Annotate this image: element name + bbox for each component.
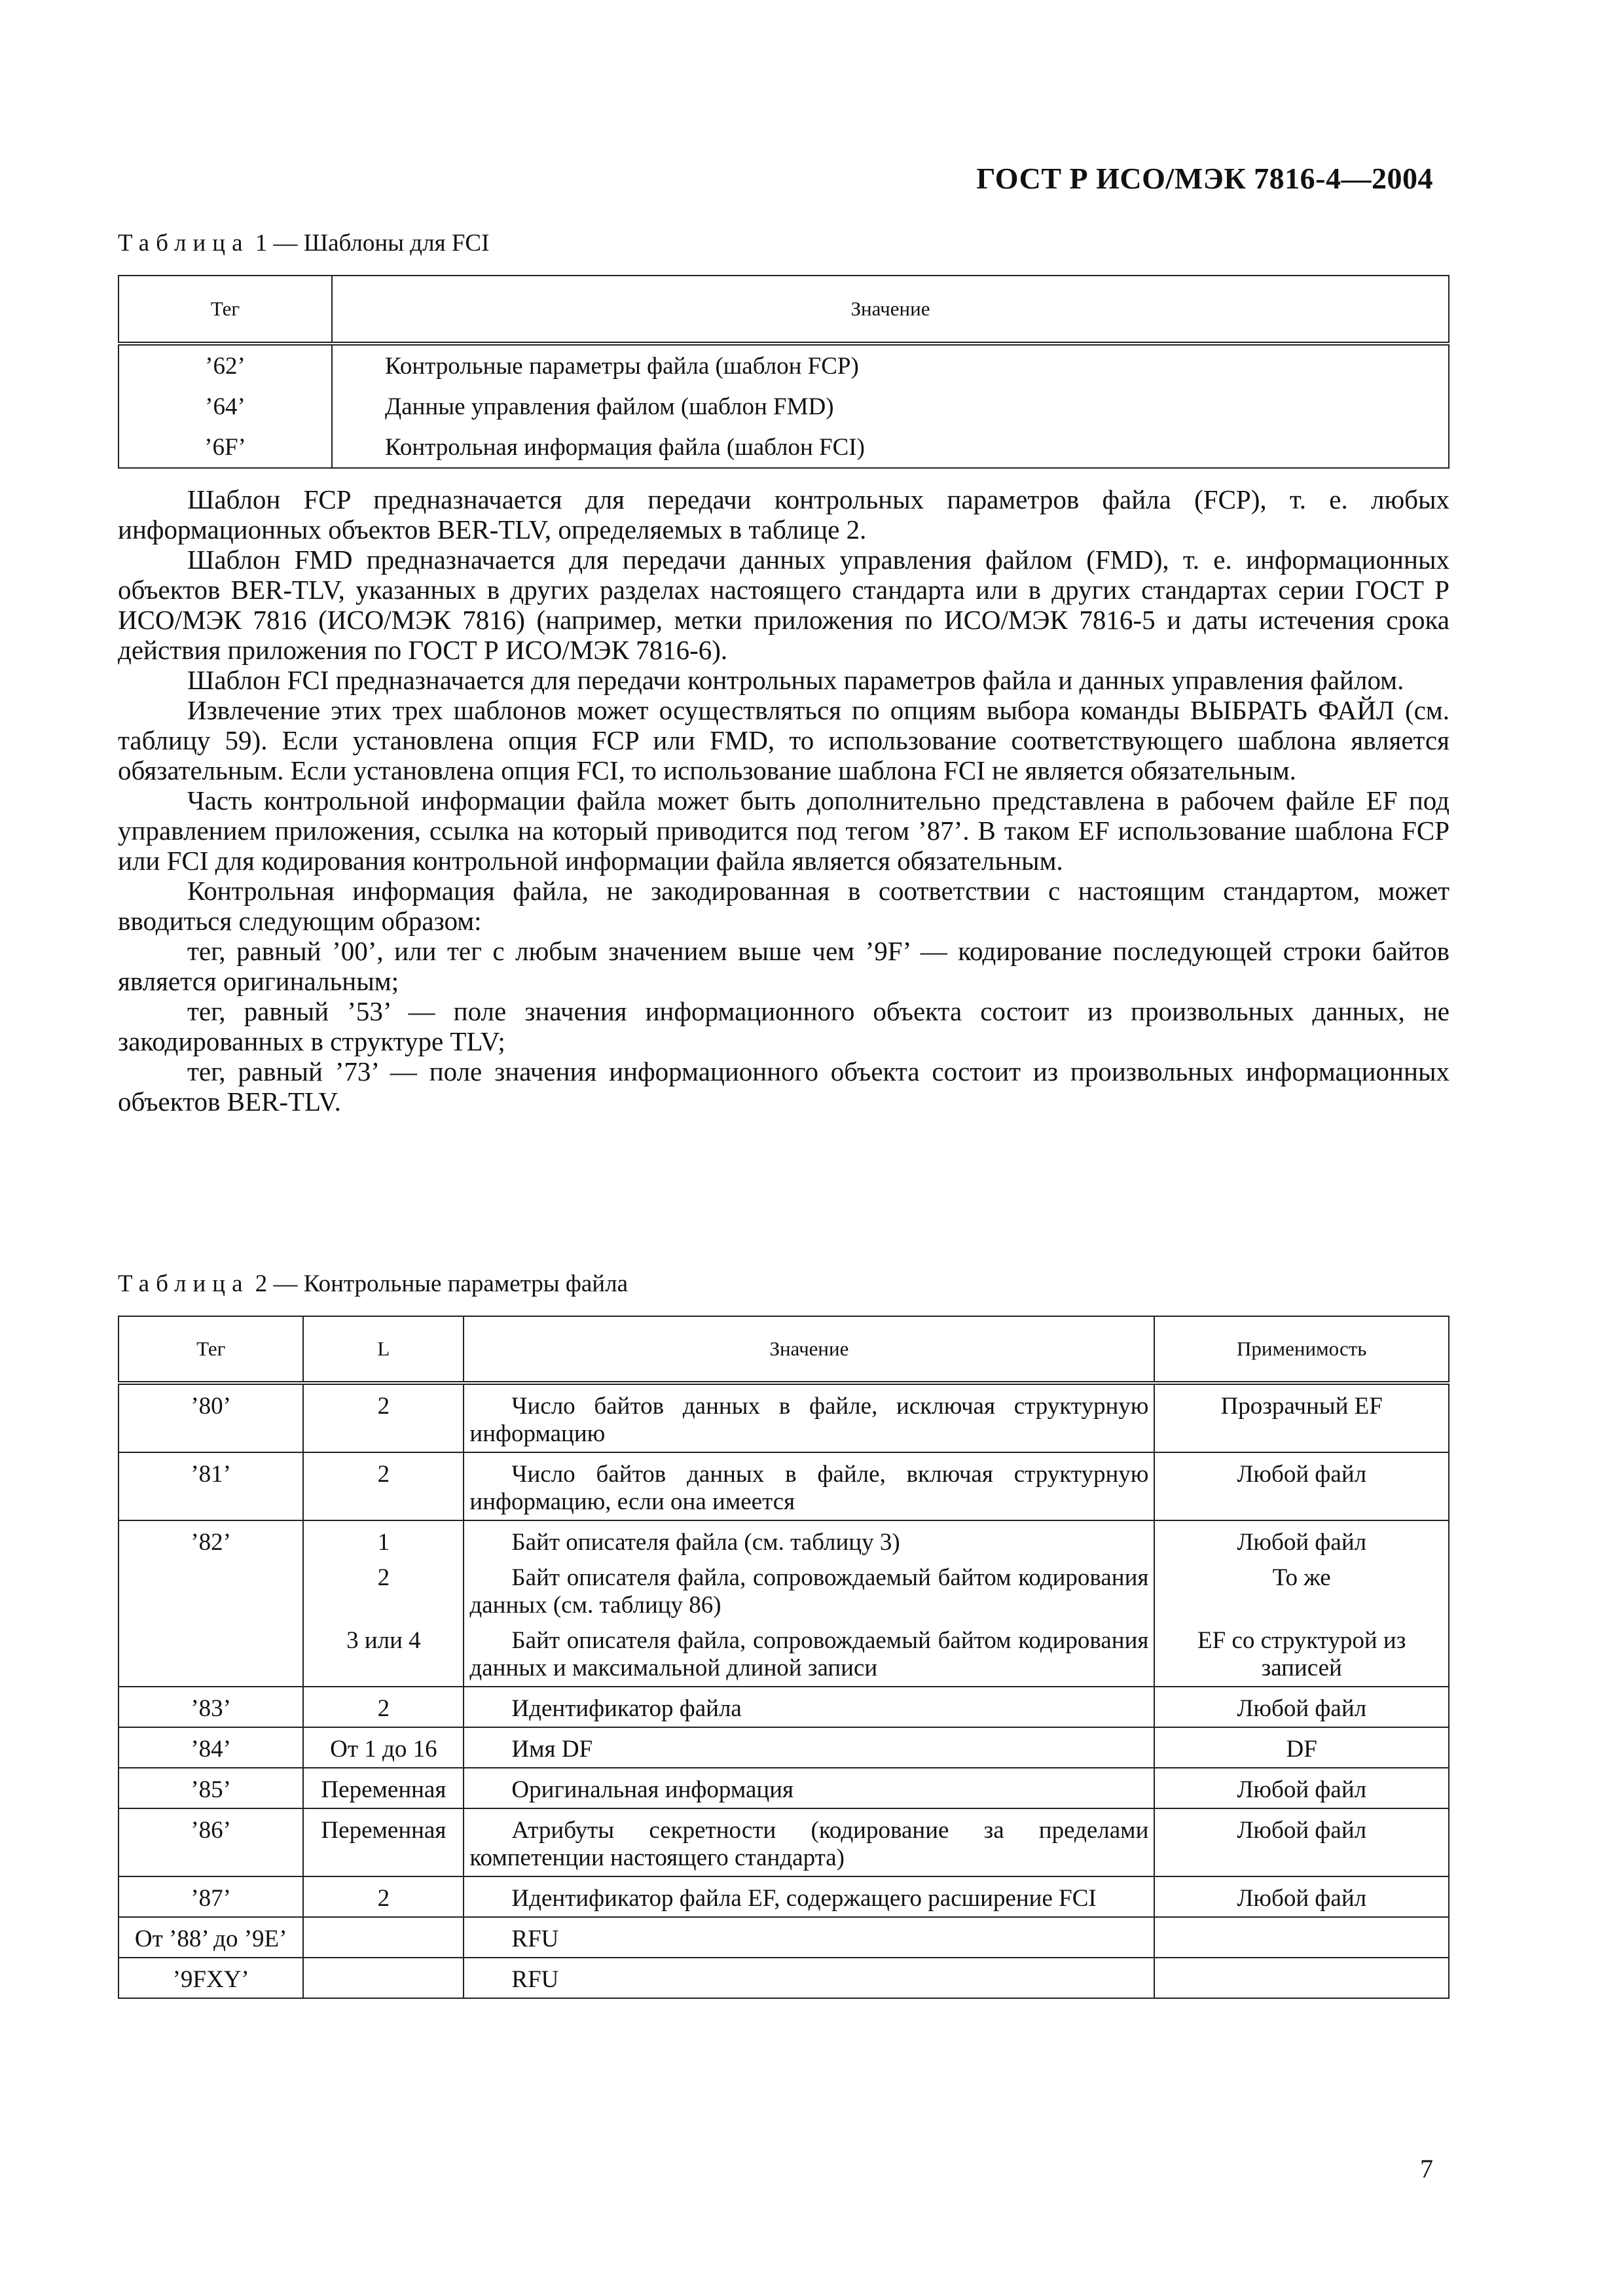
applicability-value: EF со структурой из записей	[1197, 1627, 1406, 1681]
applicability-value: Прозрачный EF	[1220, 1393, 1383, 1420]
length-value	[312, 1926, 455, 1953]
table-row	[119, 1727, 1449, 1768]
length-value: 2	[377, 1564, 390, 1591]
length-cell	[303, 1687, 464, 1727]
table-header-row	[119, 1316, 1449, 1383]
applicability-cell	[1154, 1917, 1449, 1958]
column-header-value: Значение	[464, 1316, 1154, 1383]
fcp-parameters-table	[118, 1316, 1450, 1999]
paragraph: тег, равный ’53’ — поле значения информационного объекта состоит из произвольных данных, не закодированных в структуре TLV;	[118, 996, 1450, 1056]
tag-cell: ’85’	[119, 1768, 303, 1808]
tag-cell: От ’88’ до ’9E’	[119, 1917, 303, 1958]
tag-cell: ’84’	[119, 1727, 303, 1768]
applicability-value: Любой файл	[1237, 1817, 1367, 1844]
table-row	[119, 1917, 1449, 1958]
table2-caption	[118, 1270, 628, 1298]
paragraph: Извлечение этих трех шаблонов может осуществляться по опциям выбора команды ВЫБРАТЬ ФАЙЛ (см. таблицу 59). Если установлена опция FCP или FMD, то использование соответствующего шаблона является обязательным. Если установлена опция FCI, то использование шаблона FCI не является обязательным.	[118, 695, 1450, 785]
length-cell	[303, 1452, 464, 1520]
value-cell: Контрольная информация файла (шаблон FCI)	[332, 427, 1449, 468]
value-text: Оригинальная информация	[511, 1776, 794, 1803]
value-cell	[464, 1808, 1154, 1876]
table-row	[119, 1687, 1449, 1727]
paragraph: Шаблон FCP предназначается для передачи контрольных параметров файла (FCP), т. е. любых информационных объектов BER-TLV, определяемых в таблице 2.	[118, 484, 1450, 545]
table1-caption	[118, 229, 489, 257]
column-header-tag: Тег	[119, 1316, 303, 1383]
applicability-cell	[1154, 1452, 1449, 1520]
applicability-value: Любой файл	[1237, 1695, 1367, 1722]
table1-caption-text: 1 — Шаблоны для FCI	[255, 230, 490, 257]
applicability-cell	[1154, 1383, 1449, 1452]
spacer	[469, 1619, 1148, 1627]
paragraph: Контрольная информация файла, не закодированная в соответствии с настоящим стандартом, может вводиться следующим образом:	[118, 876, 1450, 936]
tag-cell: ’83’	[119, 1687, 303, 1727]
length-value: Переменная	[321, 1776, 447, 1803]
spacer	[1163, 1619, 1440, 1627]
spacer	[312, 1556, 455, 1564]
applicability-cell	[1154, 1958, 1449, 1998]
table2-caption-word: Таблица	[118, 1270, 249, 1297]
length-value: 1	[377, 1529, 390, 1556]
value-cell: Контрольные параметры файла (шаблон FCP)	[332, 344, 1449, 386]
length-cell	[303, 1383, 464, 1452]
applicability-value: То же	[1272, 1564, 1331, 1591]
value-text: Байт описателя файла, сопровождаемый байтом кодирования данных (см. таблицу 86)	[469, 1564, 1149, 1619]
length-value: 2	[377, 1461, 390, 1488]
length-value: От 1 до 16	[330, 1736, 437, 1763]
paragraph: Шаблон FMD предназначается для передачи данных управления файлом (FMD), т. е. информационных объектов BER-TLV, указанных в других разделах настоящего стандарта или в других стандартах серии ГОСТ Р ИСО/МЭК 7816 (ИСО/МЭК 7816) (например, метки приложения по ИСО/МЭК 7816-5 и даты истечения срока действия приложения по ГОСТ Р ИСО/МЭК 7816-6).	[118, 545, 1450, 665]
value-text: Атрибуты секретности (кодирование за пределами компетенции настоящего стандарта)	[469, 1817, 1149, 1871]
tag-cell: ’81’	[119, 1452, 303, 1520]
applicability-cell	[1154, 1687, 1449, 1727]
value-cell: Данные управления файлом (шаблон FMD)	[332, 386, 1449, 427]
table-row	[119, 344, 1449, 386]
tag-cell: ’86’	[119, 1808, 303, 1876]
document-id-header: ГОСТ Р ИСО/МЭК 7816-4—2004	[976, 162, 1433, 195]
applicability-value	[1163, 1966, 1440, 1994]
table-header-row	[119, 276, 1449, 344]
value-cell	[464, 1520, 1154, 1687]
applicability-value: Любой файл	[1237, 1529, 1367, 1556]
spacer	[469, 1556, 1148, 1564]
spacer	[312, 1619, 455, 1627]
paragraph: Часть контрольной информации файла может быть дополнительно представлена в рабочем файле EF под управлением приложения, ссылка на который приводится под тегом ’87’. В таком EF использование шаблона FCP или FCI для кодирования контрольной информации файла является обязательным.	[118, 785, 1450, 876]
applicability-value: Любой файл	[1237, 1885, 1367, 1912]
value-text: RFU	[511, 1966, 559, 1993]
table-row	[119, 1520, 1449, 1687]
tag-cell: ’62’	[119, 344, 332, 386]
applicability-cell	[1154, 1768, 1449, 1808]
length-value: 2	[377, 1695, 390, 1722]
value-cell	[464, 1958, 1154, 1998]
length-value: Переменная	[321, 1817, 447, 1844]
table-row	[119, 1808, 1449, 1876]
table-row	[119, 1452, 1449, 1520]
applicability-cell	[1154, 1727, 1449, 1768]
applicability-value: DF	[1286, 1736, 1317, 1763]
length-cell	[303, 1768, 464, 1808]
paragraph: Шаблон FCI предназначается для передачи контрольных параметров файла и данных управления файлом.	[187, 665, 1404, 695]
body-text	[118, 484, 1450, 1117]
value-text: Байт описателя файла (см. таблицу 3)	[511, 1529, 900, 1556]
value-cell	[464, 1452, 1154, 1520]
length-value: 3 или 4	[346, 1627, 421, 1654]
table-row	[119, 1958, 1449, 1998]
length-cell	[303, 1876, 464, 1917]
length-value: 2	[377, 1393, 390, 1420]
value-text: Число байтов данных в файле, включая структурную информацию, если она имеется	[469, 1461, 1149, 1515]
value-text: Идентификатор файла	[511, 1695, 742, 1722]
length-value	[312, 1966, 455, 1994]
value-text: Идентификатор файла EF, содержащего расширение FCI	[511, 1885, 1097, 1912]
value-cell	[464, 1687, 1154, 1727]
table-row	[119, 1768, 1449, 1808]
fci-templates-table	[118, 275, 1450, 469]
applicability-value	[1163, 1926, 1440, 1953]
applicability-cell	[1154, 1808, 1449, 1876]
value-text: Число байтов данных в файле, исключая структурную информацию	[469, 1393, 1149, 1447]
tag-cell: ’9FXY’	[119, 1958, 303, 1998]
applicability-value: Любой файл	[1237, 1776, 1367, 1803]
length-cell	[303, 1958, 464, 1998]
length-value: 2	[377, 1885, 390, 1912]
length-cell	[303, 1917, 464, 1958]
length-cell	[303, 1808, 464, 1876]
tag-cell: ’87’	[119, 1876, 303, 1917]
value-text: Имя DF	[511, 1736, 593, 1763]
tag-cell: ’82’	[119, 1520, 303, 1687]
value-text: RFU	[511, 1926, 559, 1952]
column-header-applicability: Применимость	[1154, 1316, 1449, 1383]
page-number: 7	[1420, 2154, 1433, 2183]
table-row	[119, 1876, 1449, 1917]
column-header-value: Значение	[332, 276, 1449, 344]
column-header-length: L	[303, 1316, 464, 1383]
applicability-cell	[1154, 1876, 1449, 1917]
value-text: Байт описателя файла, сопровождаемый байтом кодирования данных и максимальной длиной записи	[469, 1627, 1149, 1681]
length-cell	[303, 1727, 464, 1768]
spacer	[1163, 1556, 1440, 1564]
value-cell	[464, 1917, 1154, 1958]
applicability-value: Любой файл	[1237, 1461, 1367, 1488]
applicability-cell	[1154, 1520, 1449, 1687]
value-cell	[464, 1768, 1154, 1808]
tag-cell: ’6F’	[119, 427, 332, 468]
paragraph: тег, равный ’00’, или тег с любым значением выше чем ’9F’ — кодирование последующей строки байтов является оригинальным;	[118, 936, 1450, 996]
column-header-tag: Тег	[119, 276, 332, 344]
value-cell	[464, 1876, 1154, 1917]
tag-cell: ’64’	[119, 386, 332, 427]
length-cell	[303, 1520, 464, 1687]
table-row	[119, 427, 1449, 468]
value-cell	[464, 1383, 1154, 1452]
table-row	[119, 1383, 1449, 1452]
table2-caption-text: 2 — Контрольные параметры файла	[255, 1270, 628, 1297]
table1-caption-word: Таблица	[118, 230, 249, 257]
value-cell	[464, 1727, 1154, 1768]
paragraph: тег, равный ’73’ — поле значения информационного объекта состоит из произвольных информационных объектов BER-TLV.	[118, 1056, 1450, 1117]
tag-cell: ’80’	[119, 1383, 303, 1452]
table-row	[119, 386, 1449, 427]
